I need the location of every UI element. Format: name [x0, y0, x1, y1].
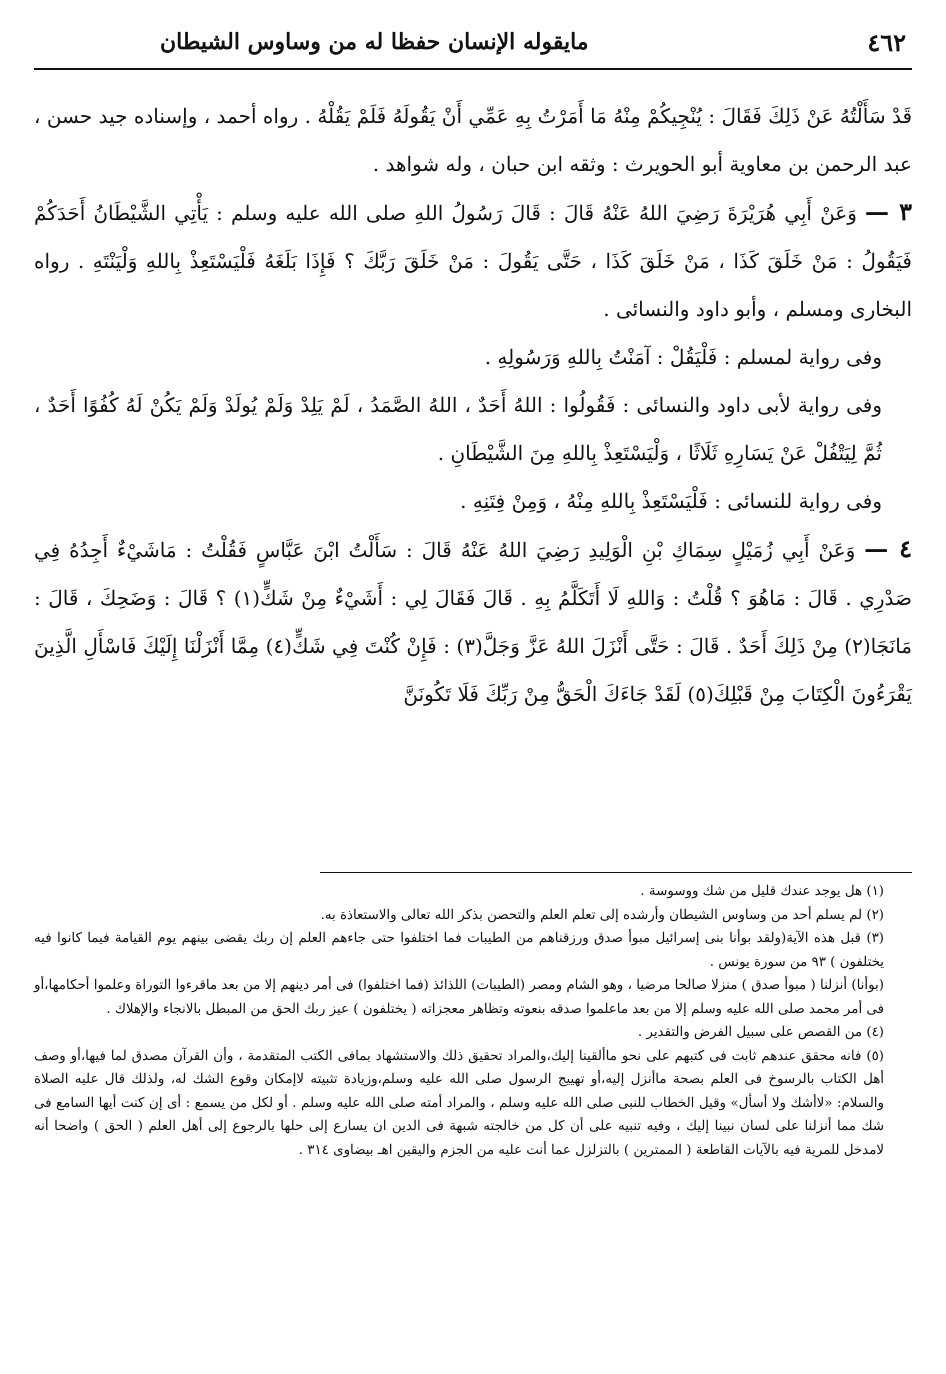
footnote-rule [320, 872, 912, 873]
page-header [40, 22, 906, 62]
main-text [34, 92, 912, 718]
footnote-1: (١) هل يوجد عندك قليل من شك ووسوسة . [640, 884, 884, 899]
hadith-text: وَعَنْ أَبِي هُرَيْرَةَ رَضِيَ اللهُ عَنْهُ قَالَ : قَالَ رَسُولُ اللهِ صلى الله عليه وسلم : يَأْتِي الشَّيْطَانُ أَحَدَكُمْ فَيَقُولُ : مَنْ خَلَقَ كَذَا ، مَنْ خَلَقَ كَذَا ، حَتَّى يَقُولَ : مَنْ خَلَقَ رَبَّكَ ؟ فَإِذَا بَلَغَهُ فَلْيَسْتَعِذْ بِاللهِ وَلْيَنْتَهِ . رواه البخارى ومسلم ، وأبو داود والنسائى . [34, 201, 912, 321]
paragraph-continuation: قَدْ سَأَلْتُهُ عَنْ ذَلِكَ فَقَالَ : يُنْجِيكُمْ مِنْهُ مَا أَمَرْتُ بِهِ عَمِّي أَنْ يَقُولَهُ فَلَمْ يَقُلْهُ . رواه أحمد ، وإسناده جيد حسن ، عبد الرحمن بن معاوية أبو الحويرث : وثقه ابن حبان ، وله شواهد . [34, 104, 913, 176]
hadith-4 [34, 525, 912, 718]
footnote-4: (٤) من القصص على سبيل الفرض والتقدير . [637, 1025, 884, 1040]
running-title: مايقوله الإنسان حفظا له من وساوس الشيطان [160, 29, 589, 55]
footnote-5: (٥) فانه محقق عندهم ثابت فى كتبهم على نحو ماألقينا إليك،والمراد تحقيق ذلك والاستشهاد بمافى الكتب المتقدمة ، وأن القرآن مصدق لما فيها،أو وصف أهل الكتاب بالرسوخ فى العلم بصحة ماأنزل إليه،أو تهييج الرسول صلى الله عليه وسلم،وزيادة تثبيته لاإمكان وقوع الشك له، ولذلك قال عليه الصلاة والسلام: «لاأشك ولا أسأل» وقيل الخطاب للنبى صلى الله عليه وسلم ، والمراد أمته صلى الله عليه وسلم . أو لكل من يسمع : أى إن كنت أيها السامع فى شك مما أنزلنا على لسان نبينا إليك ، وفيه تنبيه على أن كل من خالجته شبهة فى الدين ان يسارع إلى حلها بالرجوع إلى أهل العلم ( الحق ) واضحا أنه لامدخل للمرية فيه بالآيات القاطعة ( الممترين ) بالتزلزل عما أنت عليه من الجزم واليقين اهـ بيضاوى ٣١٤ . [34, 1048, 884, 1158]
hadith-number: ٣ — [865, 197, 912, 226]
narration-muslim: وفى رواية لمسلم : فَلْيَقُلْ : آمَنْتُ بِاللهِ وَرَسُولِهِ . [484, 345, 882, 369]
narration-abu-dawud: وفى رواية لأبى داود والنسائى : فَقُولُوا : اللهُ أَحَدٌ ، اللهُ الصَّمَدُ ، لَمْ يَلِدْ وَلَمْ يُولَدْ وَلَمْ يَكُنْ لَهُ كُفُوًا أَحَدٌ ، ثُمَّ لِيَتْفُلْ عَنْ يَسَارِهِ ثَلَاثًا ، وَلْيَسْتَعِذْ بِاللهِ مِنَ الشَّيْطَانِ . [34, 393, 882, 465]
page-number: ٤٦٢ [867, 27, 906, 57]
hadith-number: ٤ — [864, 534, 913, 563]
narration-nasai: وفى رواية للنسائى : فَلْيَسْتَعِذْ بِاللهِ مِنْهُ ، وَمِنْ فِتَنِهِ . [460, 489, 882, 513]
hadith-text: وَعَنْ أَبِي زُمَيْلٍ سِمَاكِ بْنِ الْوَلِيدِ رَضِيَ اللهُ عَنْهُ قَالَ : سَأَلْتُ ابْنَ عَبَّاسٍ فَقُلْتُ : مَاشَيْءٌ أَجِدُهُ فِي صَدْرِي . قَالَ : مَاهُوَ ؟ قُلْتُ : وَاللهِ لَا أَتَكَلَّمُ بِهِ . قَالَ فَقَالَ لِي : أَشَيْءٌ مِنْ شَكٍّ(١) ؟ قَالَ : وَضَحِكَ ، قَالَ : مَانَجَا(٢) مِنْ ذَلِكَ أَحَدٌ . قَالَ : حَتَّى أَنْزَلَ اللهُ عَزَّ وَجَلَّ(٣) : فَإِنْ كُنْتَ فِي شَكٍّ(٤) مِمَّا أَنْزَلْنَا إِلَيْكَ فَاسْأَلِ الَّذِينَ يَقْرَءُونَ الْكِتَابَ مِنْ قَبْلِكَ(٥) لَقَدْ جَاءَكَ الْحَقُّ مِنْ رَبِّكَ فَلَا تَكُونَنَّ [34, 538, 913, 706]
hadith-3 [34, 188, 912, 333]
footnotes [34, 880, 912, 1162]
footnote-2: (٢) لم يسلم أحد من وساوس الشيطان وأرشده إلى تعلم العلم والتحصن بذكر الله تعالى والاستعاذة به. [320, 907, 884, 923]
header-rule [34, 68, 912, 70]
footnote-3-continuation: (بوأنا) أنزلنا ( مبوأ صدق ) منزلا صالحا مرضيا ، وهو الشام ومصر (الطيبات) اللذائذ (فما اختلفوا) فى أمر دينهم إلا من بعد ماقرءوا التوراة وعلموا أحكامها،أو فى أمر محمد صلى الله عليه وسلم إلا من بعد ماعلموا صدقه بنعوته وتظاهر معجزاته ( يختلفون ) عيز ربك الحق من المبطل بالانجاء والإهلاك . [34, 978, 884, 1017]
footnote-3: (٣) قبل هذه الآية(ولقد بوأنا بنى إسرائيل مبوأ صدق ورزقناهم من الطيبات فما اختلفوا حتى جاءهم العلم إن ربك يقضى بينهم يوم القيامة فيما كانوا فيه يختلفون ) ٩٣ من سورة يونس . [34, 931, 884, 970]
